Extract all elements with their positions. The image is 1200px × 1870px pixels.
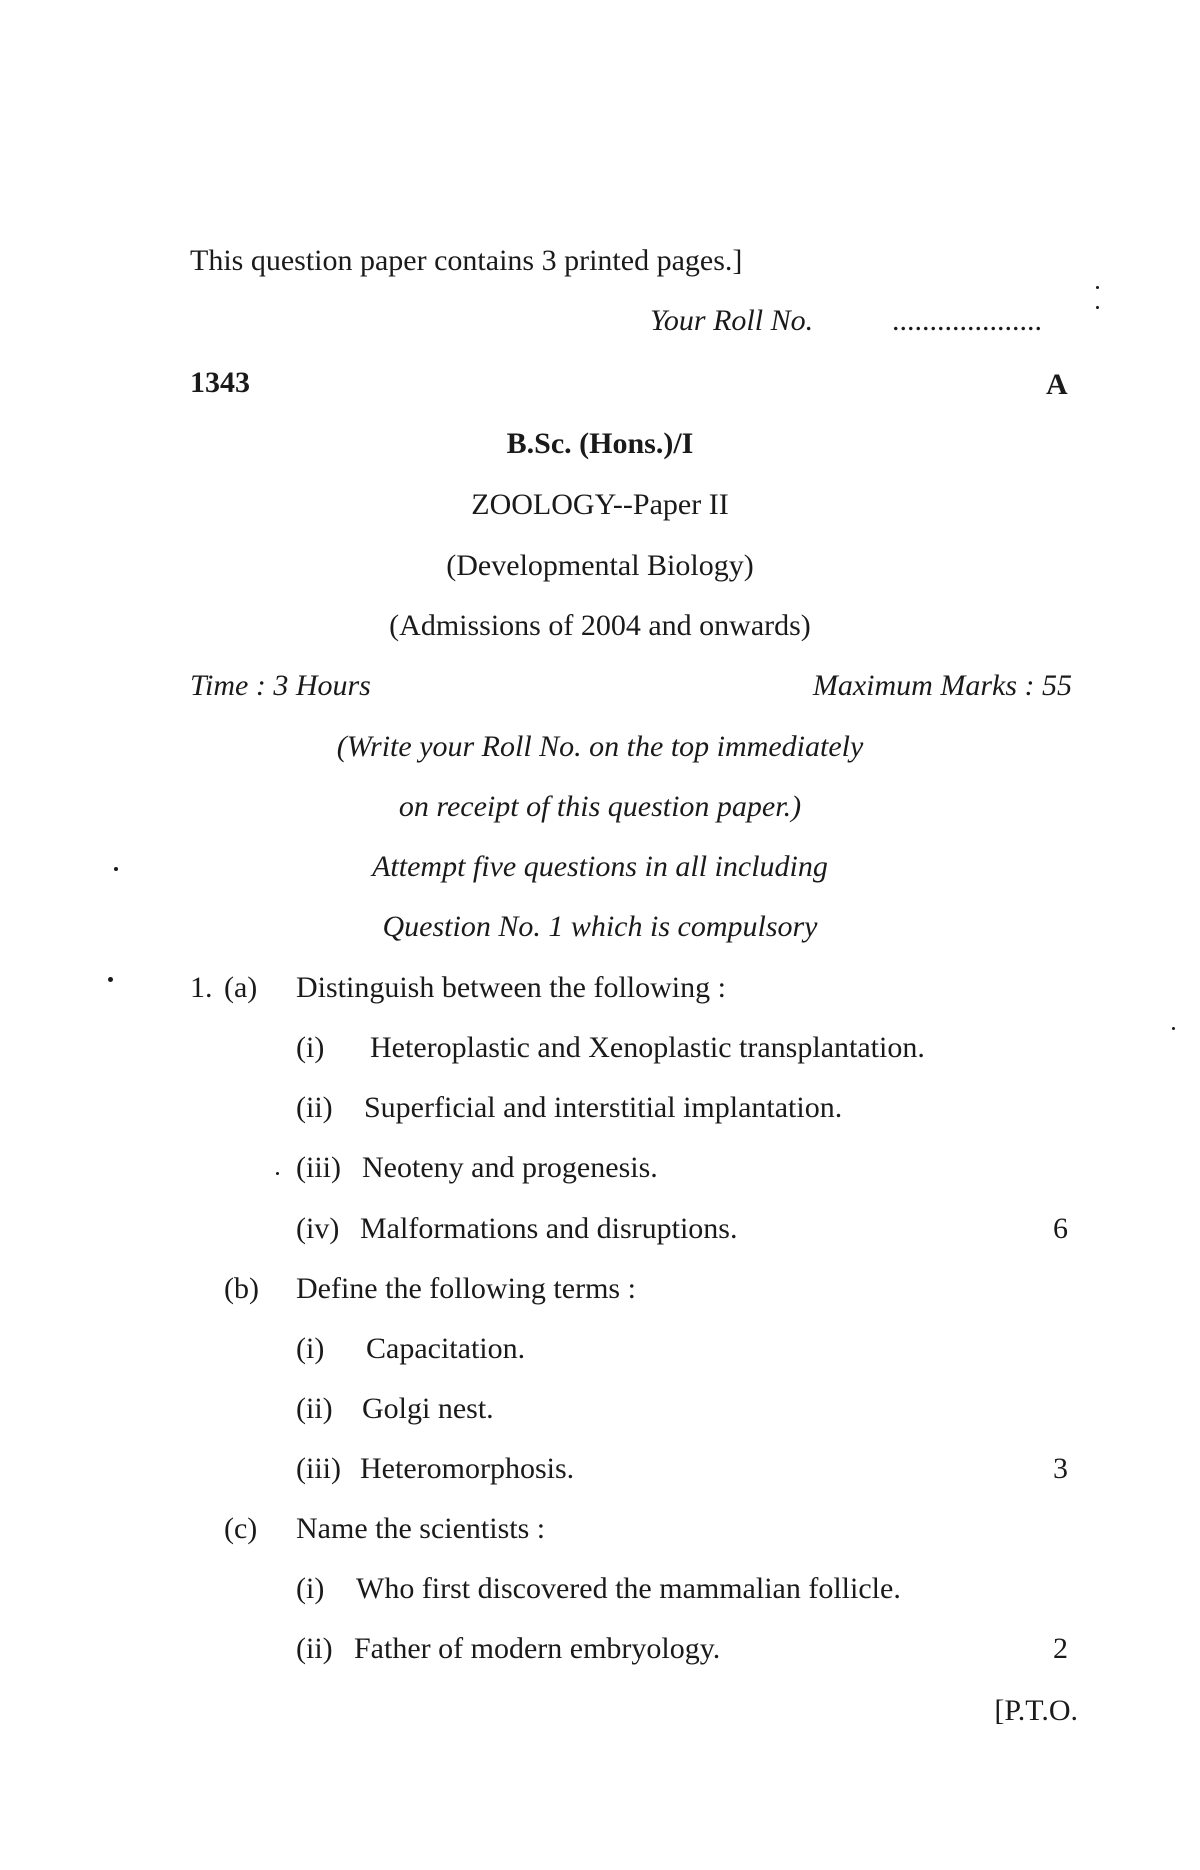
roll-number-label: Your Roll No. — [650, 304, 814, 337]
item-number: (iii) — [296, 1452, 341, 1485]
part-b-label: (b) — [224, 1272, 259, 1305]
part-a-label: (a) — [224, 971, 258, 1004]
question-number: 1. — [190, 971, 213, 1004]
part-a-marks: 6 — [1053, 1212, 1068, 1245]
instruction-line: (Write your Roll No. on the top immediately — [336, 730, 864, 763]
paper-set: A — [1046, 368, 1068, 401]
time-allowed: Time : 3 Hours — [190, 669, 371, 702]
instruction-line: Attempt five questions in all including — [372, 850, 828, 883]
part-c-prompt: Name the scientists : — [296, 1512, 546, 1545]
part-a-prompt: Distinguish between the following : — [296, 971, 726, 1004]
item-number: (i) — [296, 1031, 325, 1064]
paper-code: 1343 — [190, 366, 250, 399]
item-number: (i) — [296, 1332, 325, 1365]
pages-note: This question paper contains 3 printed pages.] — [190, 244, 743, 277]
item-text: Heteromorphosis. — [360, 1452, 575, 1485]
item-number: (iii) — [296, 1151, 341, 1184]
scan-speck — [276, 1172, 279, 1175]
item-number: (ii) — [296, 1091, 333, 1124]
item-number: (iv) — [296, 1212, 340, 1245]
item-number: (ii) — [296, 1392, 333, 1425]
item-number: (ii) — [296, 1632, 333, 1665]
part-b-prompt: Define the following terms : — [296, 1272, 636, 1305]
topic-title: (Developmental Biology) — [446, 549, 754, 582]
item-text: Neoteny and progenesis. — [362, 1151, 658, 1184]
item-text: Heteroplastic and Xenoplastic transplantation. — [370, 1031, 925, 1064]
instruction-line: Question No. 1 which is compulsory — [382, 910, 818, 943]
item-text: Capacitation. — [366, 1332, 526, 1365]
item-text: Father of modern embryology. — [354, 1632, 721, 1665]
admissions-note: (Admissions of 2004 and onwards) — [389, 609, 811, 642]
scan-speck — [108, 977, 113, 982]
please-turn-over: [P.T.O. — [994, 1694, 1078, 1727]
scan-speck — [1096, 306, 1099, 309]
maximum-marks: Maximum Marks : 55 — [812, 669, 1072, 702]
scan-speck — [1096, 286, 1099, 289]
part-c-marks: 2 — [1053, 1632, 1068, 1665]
part-b-marks: 3 — [1053, 1452, 1068, 1485]
item-text: Malformations and disruptions. — [360, 1212, 738, 1245]
item-number: (i) — [296, 1572, 325, 1605]
subject-title: ZOOLOGY--Paper II — [471, 488, 729, 521]
course-title: B.Sc. (Hons.)/I — [506, 427, 694, 460]
item-text: Who first discovered the mammalian follicle. — [356, 1572, 901, 1605]
instruction-line: on receipt of this question paper.) — [398, 790, 802, 823]
scan-speck — [1172, 1027, 1175, 1030]
scan-speck — [114, 867, 118, 871]
roll-number-blank: .................... — [892, 304, 1042, 337]
item-text: Golgi nest. — [362, 1392, 494, 1425]
item-text: Superficial and interstitial implantation. — [364, 1091, 843, 1124]
part-c-label: (c) — [224, 1512, 258, 1545]
